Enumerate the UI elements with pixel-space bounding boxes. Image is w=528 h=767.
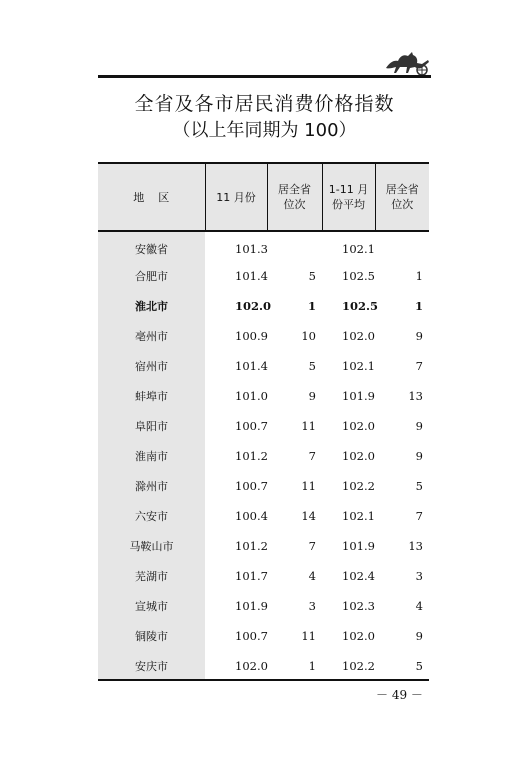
november-rank-cell: 5 xyxy=(308,269,316,283)
november-rank-cell: 4 xyxy=(308,569,316,583)
average-value-cell: 102.1 xyxy=(342,359,375,373)
november-value-cell: 100.7 xyxy=(235,479,268,493)
header-jan-nov-average: 1-11 月份平均 xyxy=(322,163,375,231)
average-value-cell: 102.0 xyxy=(342,329,375,343)
average-rank-cell: 7 xyxy=(415,359,423,373)
table-row xyxy=(98,531,429,561)
table-row xyxy=(98,411,429,441)
november-value-cell: 101.9 xyxy=(235,599,268,613)
november-rank-cell: 7 xyxy=(308,539,316,553)
table-row xyxy=(98,651,429,681)
average-value-cell: 102.0 xyxy=(342,629,375,643)
region-cell: 亳州市 xyxy=(98,321,205,351)
table-row xyxy=(98,291,429,321)
november-rank-cell: 14 xyxy=(301,509,316,523)
table-row xyxy=(98,261,429,291)
average-value-cell: 102.5 xyxy=(342,269,375,283)
header-average-rank: 居全省位次 xyxy=(375,163,429,231)
november-value-cell: 102.0 xyxy=(235,299,272,313)
table-header-row xyxy=(98,163,429,231)
region-cell: 六安市 xyxy=(98,501,205,531)
average-value-cell: 102.0 xyxy=(342,449,375,463)
average-rank-cell: 7 xyxy=(415,509,423,523)
average-rank-cell: 3 xyxy=(415,569,423,583)
average-rank-cell: 4 xyxy=(415,599,423,613)
average-rank-cell: 9 xyxy=(415,419,423,433)
november-rank-cell: 11 xyxy=(301,479,316,493)
november-value-cell: 100.9 xyxy=(235,329,268,343)
region-cell: 芜湖市 xyxy=(98,561,205,591)
november-value-cell: 101.7 xyxy=(235,569,268,583)
november-rank-cell: 5 xyxy=(308,359,316,373)
average-value-cell: 102.5 xyxy=(342,299,379,313)
november-rank-cell: 7 xyxy=(308,449,316,463)
average-value-cell: 102.4 xyxy=(342,569,375,583)
region-cell: 宣城市 xyxy=(98,591,205,621)
average-rank-cell: 9 xyxy=(415,449,423,463)
page-subtitle: （以上年同期为 100） xyxy=(172,120,357,141)
region-cell: 铜陵市 xyxy=(98,621,205,651)
november-value-cell: 101.0 xyxy=(235,389,268,403)
table-row xyxy=(98,591,429,621)
november-value-cell: 101.3 xyxy=(235,241,268,256)
average-rank-cell xyxy=(375,231,429,261)
november-value-cell: 101.4 xyxy=(235,269,268,283)
november-value-cell: 102.0 xyxy=(235,659,268,673)
november-rank-cell: 11 xyxy=(301,419,316,433)
price-index-table-container xyxy=(98,162,429,681)
region-cell: 淮南市 xyxy=(98,441,205,471)
average-value-cell: 101.9 xyxy=(342,389,375,403)
november-value-cell: 100.7 xyxy=(235,419,268,433)
table-row xyxy=(98,231,429,261)
average-value-cell: 102.2 xyxy=(342,659,375,673)
region-cell: 马鞍山市 xyxy=(98,531,205,561)
november-value-cell: 101.4 xyxy=(235,359,268,373)
average-rank-cell: 1 xyxy=(415,269,423,283)
average-value-cell: 101.9 xyxy=(342,539,375,553)
average-rank-cell: 13 xyxy=(408,389,423,403)
november-rank-cell: 3 xyxy=(308,599,316,613)
header-november: 11 月份 xyxy=(205,163,267,231)
table-row xyxy=(98,381,429,411)
average-rank-cell: 9 xyxy=(415,629,423,643)
region-cell: 合肥市 xyxy=(98,261,205,291)
table-row xyxy=(98,441,429,471)
average-value-cell: 102.3 xyxy=(342,599,375,613)
november-value-cell: 101.2 xyxy=(235,449,268,463)
november-rank-cell: 1 xyxy=(307,299,316,313)
november-rank-cell: 9 xyxy=(308,389,316,403)
region-cell: 宿州市 xyxy=(98,351,205,381)
average-value-cell: 102.1 xyxy=(342,509,375,523)
header-november-rank: 居全省位次 xyxy=(267,163,322,231)
november-value-cell: 101.2 xyxy=(235,539,268,553)
page-title: 全省及各市居民消费价格指数 xyxy=(134,93,395,115)
price-index-table xyxy=(98,162,429,681)
header-region: 地区 xyxy=(98,163,205,231)
region-cell: 阜阳市 xyxy=(98,411,205,441)
page-number: － 49 － xyxy=(376,688,423,702)
table-row xyxy=(98,501,429,531)
table-row xyxy=(98,351,429,381)
table-row xyxy=(98,621,429,651)
table-row xyxy=(98,471,429,501)
november-rank-cell: 10 xyxy=(301,329,316,343)
horse-chariot-logo-icon xyxy=(382,46,432,78)
november-rank-cell: 1 xyxy=(308,659,316,673)
table-row xyxy=(98,321,429,351)
region-cell: 淮北市 xyxy=(98,291,205,321)
average-value-cell: 102.2 xyxy=(342,479,375,493)
average-rank-cell: 1 xyxy=(414,299,423,313)
average-value-cell: 102.1 xyxy=(342,241,375,256)
november-rank-cell xyxy=(267,231,322,261)
region-cell: 蚌埠市 xyxy=(98,381,205,411)
november-value-cell: 100.7 xyxy=(235,629,268,643)
top-rule xyxy=(98,75,431,78)
average-rank-cell: 9 xyxy=(415,329,423,343)
average-value-cell: 102.0 xyxy=(342,419,375,433)
region-cell: 安庆市 xyxy=(98,651,205,681)
november-rank-cell: 11 xyxy=(301,629,316,643)
region-cell: 滁州市 xyxy=(98,471,205,501)
bottom-rule xyxy=(98,679,429,681)
average-rank-cell: 5 xyxy=(415,659,423,673)
average-rank-cell: 13 xyxy=(408,539,423,553)
november-value-cell: 100.4 xyxy=(235,509,268,523)
region-cell: 安徽省 xyxy=(98,231,205,261)
average-rank-cell: 5 xyxy=(415,479,423,493)
table-row xyxy=(98,561,429,591)
